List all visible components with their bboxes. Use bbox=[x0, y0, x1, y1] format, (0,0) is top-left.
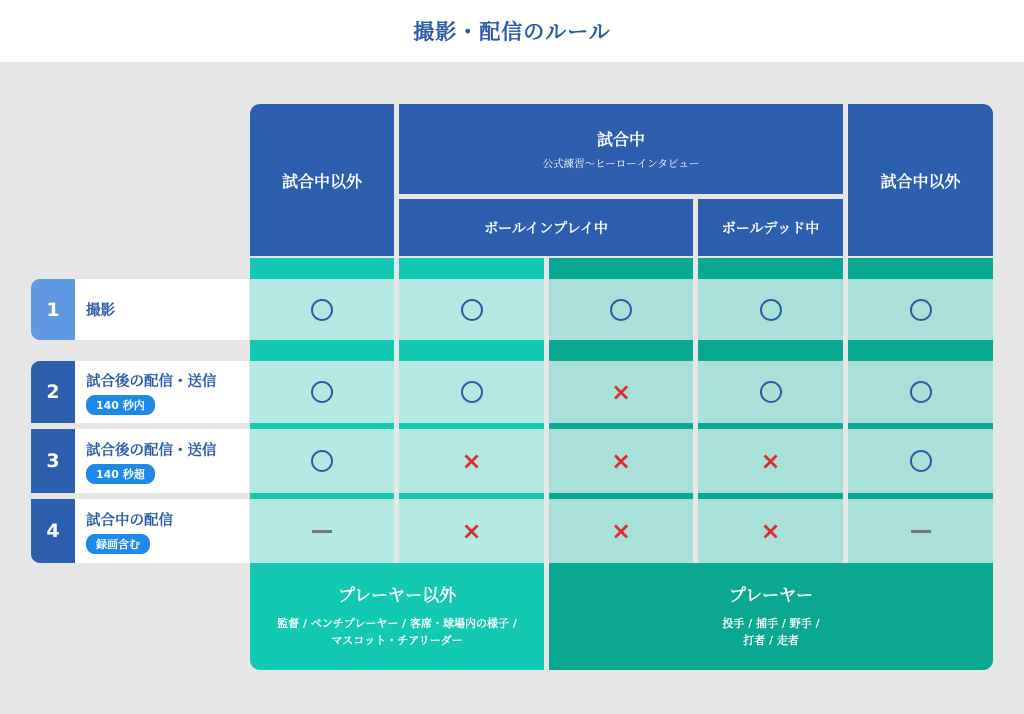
cross-mark-icon: × bbox=[610, 378, 632, 406]
grid-cell bbox=[250, 361, 394, 423]
band-1 bbox=[250, 258, 394, 279]
grid-cell bbox=[848, 429, 993, 493]
row-number: 3 bbox=[31, 429, 75, 493]
row-label-text: 試合中の配信 bbox=[86, 512, 173, 529]
circle-mark-icon bbox=[311, 299, 333, 321]
band-1 bbox=[848, 258, 993, 279]
band-2 bbox=[399, 340, 544, 361]
band-2 bbox=[848, 340, 993, 361]
cross-mark-icon: × bbox=[461, 447, 482, 475]
row-badge: 140 秒超 bbox=[86, 464, 155, 484]
band-2 bbox=[698, 340, 843, 361]
title-bar bbox=[0, 0, 1024, 62]
band-1 bbox=[549, 258, 693, 279]
grid-cell bbox=[698, 429, 843, 493]
grid-cell bbox=[549, 429, 693, 493]
row-number: 1 bbox=[31, 279, 75, 340]
row-label-1 bbox=[31, 279, 249, 340]
band-1 bbox=[399, 258, 544, 279]
footer-non-player bbox=[250, 563, 544, 670]
grid-cell bbox=[549, 279, 693, 340]
header-ball-dead-label: ボールデッド中 bbox=[721, 220, 820, 237]
circle-mark-icon bbox=[910, 381, 932, 403]
header-col-right-label: 試合中以外 bbox=[880, 171, 961, 191]
row-label-text: 試合後の配信・送信 bbox=[86, 373, 217, 390]
cross-mark-icon: × bbox=[610, 517, 632, 545]
circle-mark-icon bbox=[311, 450, 333, 472]
grid-cell bbox=[399, 279, 544, 340]
row-badge: 録画含む bbox=[86, 534, 150, 554]
header-ball-in-play-label: ボールインプレイ中 bbox=[484, 220, 608, 237]
circle-mark-icon bbox=[311, 381, 333, 403]
circle-mark-icon bbox=[760, 381, 782, 403]
footer-player-sub: 投手 / 捕手 / 野手 / 打者 / 走者 bbox=[722, 617, 820, 647]
band-2 bbox=[549, 340, 693, 361]
grid-cell bbox=[250, 499, 394, 563]
circle-mark-icon bbox=[910, 450, 932, 472]
row-number: 2 bbox=[31, 361, 75, 423]
cross-mark-icon: × bbox=[610, 447, 632, 475]
circle-mark-icon bbox=[461, 299, 483, 321]
circle-mark-icon bbox=[461, 381, 483, 403]
header-in-game-sub: 公式練習〜ヒーローインタビュー bbox=[542, 158, 700, 170]
row-label-text: 試合後の配信・送信 bbox=[86, 442, 217, 459]
grid-cell bbox=[698, 279, 843, 340]
cross-mark-icon: × bbox=[461, 517, 482, 545]
row-label-3 bbox=[31, 429, 249, 493]
header-col-mid bbox=[399, 104, 843, 194]
page-title: 撮影・配信のルール bbox=[413, 20, 611, 44]
cross-mark-icon: × bbox=[760, 447, 781, 475]
row-number: 4 bbox=[31, 499, 75, 563]
cross-mark-icon: × bbox=[760, 517, 781, 545]
grid-cell bbox=[848, 361, 993, 423]
header-ball-in-play bbox=[399, 199, 693, 256]
grid-cell bbox=[698, 361, 843, 423]
footer-non-player-sub: 監督 / ベンチプレーヤー / 客席・球場内の様子 / マスコット・チアリーダー bbox=[277, 617, 517, 647]
footer-player-title: プレーヤー bbox=[728, 586, 814, 606]
band-1 bbox=[698, 258, 843, 279]
grid-cell bbox=[250, 429, 394, 493]
grid-cell bbox=[549, 499, 693, 563]
grid-cell bbox=[698, 499, 843, 563]
header-col-left bbox=[250, 104, 394, 256]
grid-cell bbox=[399, 361, 544, 423]
footer-player bbox=[549, 563, 993, 670]
footer-non-player-title: プレーヤー以外 bbox=[337, 586, 457, 606]
row-label-text: 撮影 bbox=[86, 303, 115, 319]
grid-cell bbox=[250, 279, 394, 340]
row-label-4 bbox=[31, 499, 249, 563]
grid-cell bbox=[399, 429, 544, 493]
header-in-game-label: 試合中 bbox=[596, 130, 645, 149]
dash-mark-icon bbox=[911, 530, 931, 533]
row-label-2 bbox=[31, 361, 249, 423]
grid-cell bbox=[549, 361, 693, 423]
grid-cell bbox=[399, 499, 544, 563]
circle-mark-icon bbox=[760, 299, 782, 321]
header-col-left-label: 試合中以外 bbox=[281, 171, 362, 191]
header-col-right bbox=[848, 104, 993, 256]
dash-mark-icon bbox=[312, 530, 332, 533]
band-2 bbox=[250, 340, 394, 361]
grid-cell bbox=[848, 499, 993, 563]
circle-mark-icon bbox=[610, 299, 632, 321]
grid-cell bbox=[848, 279, 993, 340]
header-ball-dead bbox=[698, 199, 843, 256]
circle-mark-icon bbox=[910, 299, 932, 321]
row-badge: 140 秒内 bbox=[86, 395, 155, 415]
